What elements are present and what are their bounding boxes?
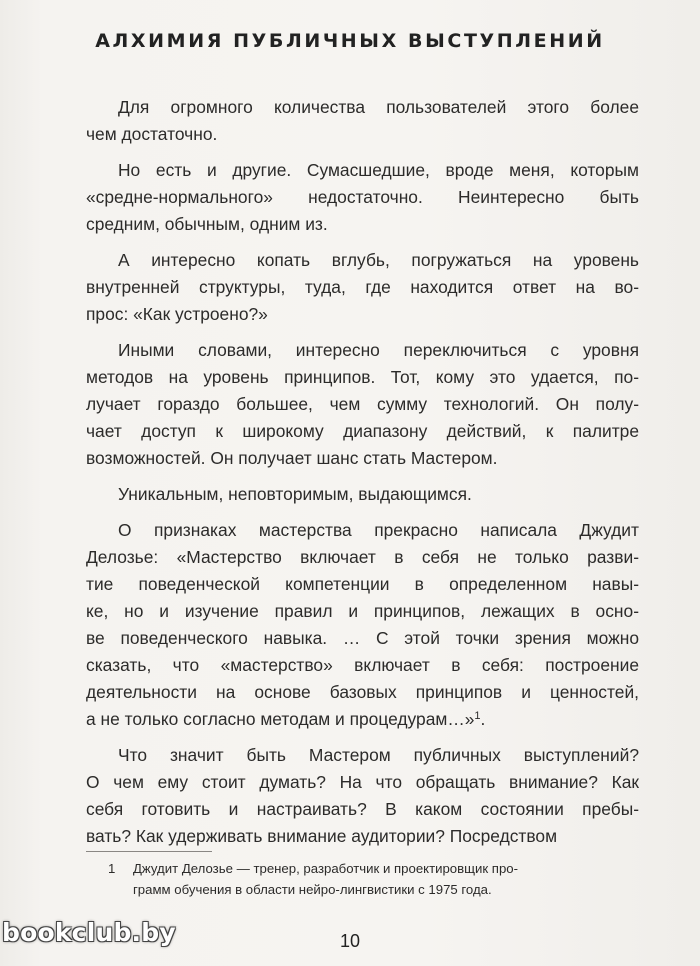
text-line: Иными словами, интересно переключиться с уровня: [118, 340, 639, 360]
text-line: чем достаточно.: [86, 124, 218, 144]
text-line: деятельности на основе базовых принципов и ценностей,: [86, 682, 639, 702]
running-header: АЛХИМИЯ ПУБЛИЧНЫХ ВЫСТУПЛЕНИЙ: [95, 30, 605, 52]
site-watermark: bookclub.by: [2, 918, 176, 947]
paragraph: [86, 742, 639, 850]
paragraph: [86, 247, 639, 328]
footnote-number: 1: [108, 861, 116, 876]
text-line: внутренней структуры, туда, где находится ответ на во-: [86, 277, 639, 297]
text-line: Но есть и другие. Сумасшедшие, вроде меня, которым: [118, 160, 639, 180]
page-number: 10: [339, 931, 361, 951]
text-line: «средне-нормального» недостаточно. Неинтересно быть: [86, 187, 639, 207]
text-line: лучает гораздо большее, чем сумму технологий. Он полу-: [86, 394, 639, 414]
text-line: сказать, что «мастерство» включает в себя: построение: [86, 655, 639, 675]
footnote-line: грамм обучения в области нейро-лингвистики с 1975 года.: [133, 882, 492, 897]
body-text: [86, 94, 639, 859]
text-line: тие поведенческой компетенции в определенном навы-: [86, 574, 639, 594]
footnote-reference: 1: [474, 710, 481, 722]
paragraph: [86, 157, 639, 238]
text-line: вать? Как удерживать внимание аудитории? Посредством: [86, 826, 558, 846]
text-line: ве поведенческого навыка. … С этой точки зрения можно: [86, 628, 639, 648]
paragraph: [86, 94, 639, 148]
paragraph: [86, 337, 639, 472]
paragraph: [86, 517, 639, 733]
text-line: чает доступ к широкому диапазону действий, к палитре: [86, 421, 639, 441]
text-line: а не только согласно методам и процедурам…»$^1$.: [86, 709, 486, 729]
paragraph: [86, 481, 639, 508]
footnote-line: Джудит Делозье — тренер, разработчик и проектировщик про-: [133, 861, 518, 876]
footnote: [86, 858, 639, 900]
text-line: методов на уровень принципов. Тот, кому это удается, по-: [86, 367, 639, 387]
text-line: О признаках мастерства прекрасно написала Джудит: [118, 520, 639, 540]
text-line: ке, но и изучение правил и принципов, лежащих в осно-: [86, 601, 639, 621]
text-line: Для огромного количества пользователей этого более: [118, 97, 639, 117]
text-line: себя готовить и настраивать? В каком состоянии пребы-: [86, 799, 639, 819]
text-line: прос: «Как устроено?»: [86, 304, 268, 324]
footnote-text: [133, 858, 639, 900]
text-line: Что значит быть Мастером публичных выступлений?: [118, 745, 639, 765]
text-line: Уникальным, неповторимым, выдающимся.: [118, 484, 472, 504]
text-line: возможностей. Он получает шанс стать Мастером.: [86, 448, 498, 468]
footnote-divider: [86, 851, 212, 852]
text-line: О чем ему стоит думать? На что обращать внимание? Как: [86, 772, 639, 792]
text-line: Делозье: «Мастерство включает в себя не только разви-: [86, 547, 639, 567]
text-line: средним, обычным, одним из.: [86, 214, 328, 234]
text-line: А интересно копать вглубь, погружаться на уровень: [118, 250, 639, 270]
